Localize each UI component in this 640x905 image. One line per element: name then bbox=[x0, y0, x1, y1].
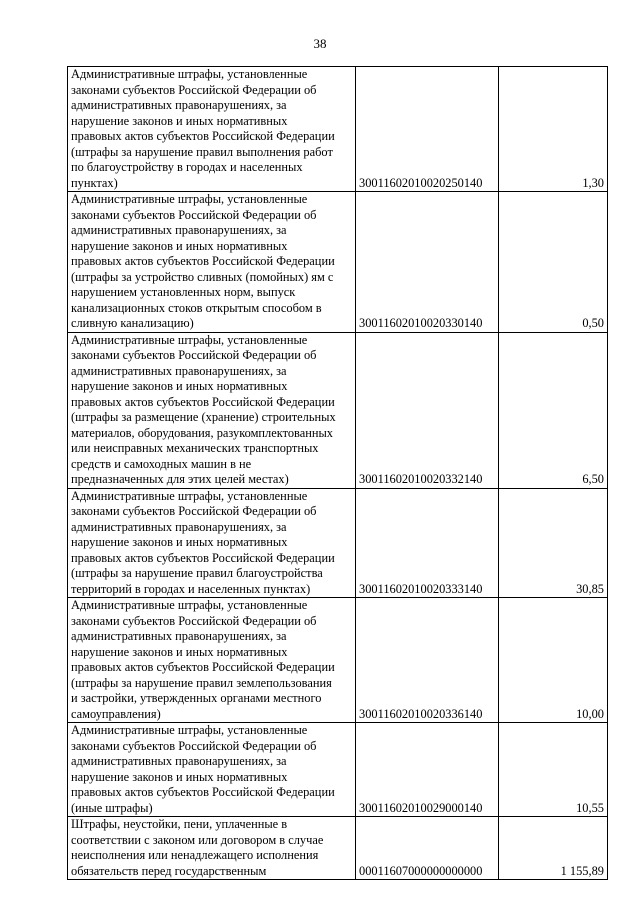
row-code-cell: 30011602010020336140 bbox=[356, 598, 499, 723]
table-row bbox=[68, 192, 608, 333]
table-row bbox=[68, 598, 608, 723]
row-amount-cell: 1 155,89 bbox=[499, 817, 608, 880]
row-name: Административные штрафы, установленные законами субъектов Российской Федерации об административных правонарушениях, за нарушение законов и иных нормативных правовых актов субъектов Российской Федерации (штрафы за нарушение правил благоустройства территорий в городах и населенных пунктах) bbox=[71, 488, 335, 596]
table-row bbox=[68, 332, 608, 488]
row-code-cell: 30011602010029000140 bbox=[356, 723, 499, 817]
row-amount-cell: 0,50 bbox=[499, 192, 608, 333]
row-code-cell: 30011602010020330140 bbox=[356, 192, 499, 333]
row-amount-cell: 30,85 bbox=[499, 488, 608, 598]
row-name-cell bbox=[68, 817, 356, 880]
row-code-cell: 30011602010020250140 bbox=[356, 67, 499, 192]
row-amount-cell: 1,30 bbox=[499, 67, 608, 192]
row-name: Административные штрафы, установленные законами субъектов Российской Федерации об административных правонарушениях, за нарушение законов и иных нормативных правовых актов субъектов Российской Федерации (штрафы за нарушение правил выполнения работ по благоустройству в городах и населенных пунктах) bbox=[71, 67, 335, 190]
row-name-cell bbox=[68, 192, 356, 333]
row-amount-cell: 6,50 bbox=[499, 332, 608, 488]
row-name-cell bbox=[68, 723, 356, 817]
row-name: Штрафы, неустойки, пени, уплаченные в соответствии с законом или договором в случае неисполнения или ненадлежащего исполнения обязательств перед государственным bbox=[71, 817, 324, 878]
row-name-cell bbox=[68, 67, 356, 192]
table-row bbox=[68, 817, 608, 880]
row-code-cell: 30011602010020332140 bbox=[356, 332, 499, 488]
row-amount-cell: 10,55 bbox=[499, 723, 608, 817]
row-name: Административные штрафы, установленные законами субъектов Российской Федерации об административных правонарушениях, за нарушение законов и иных нормативных правовых актов субъектов Российской Федерации (иные штрафы) bbox=[71, 723, 335, 815]
row-name-cell bbox=[68, 598, 356, 723]
row-code-cell: 00011607000000000000 bbox=[356, 817, 499, 880]
row-name: Административные штрафы, установленные законами субъектов Российской Федерации об административных правонарушениях, за нарушение законов и иных нормативных правовых актов субъектов Российской Федерации (штрафы за размещение (хранение) строительных материалов, оборудования, разукомплектованных или неисправных механических транспортных средств и самоходных машин в не предназначенных для этих целей местах) bbox=[71, 332, 336, 486]
table-row bbox=[68, 488, 608, 598]
table-row bbox=[68, 723, 608, 817]
row-name-cell bbox=[68, 332, 356, 488]
row-name: Административные штрафы, установленные законами субъектов Российской Федерации об административных правонарушениях, за нарушение законов и иных нормативных правовых актов субъектов Российской Федерации (штрафы за устройство сливных (помойных) ям с нарушением установленных норм, выпуск канализационных стоков открытым способом в сливную канализацию) bbox=[71, 192, 335, 330]
row-code-cell: 30011602010020333140 bbox=[356, 488, 499, 598]
revenue-table bbox=[67, 66, 608, 880]
row-amount-cell: 10,00 bbox=[499, 598, 608, 723]
page-number: 38 bbox=[313, 36, 327, 51]
table-row bbox=[68, 67, 608, 192]
row-name: Административные штрафы, установленные законами субъектов Российской Федерации об административных правонарушениях, за нарушение законов и иных нормативных правовых актов субъектов Российской Федерации (штрафы за нарушение правил землепользования и застройки, утвержденных органами местного самоуправления) bbox=[71, 598, 335, 721]
row-name-cell bbox=[68, 488, 356, 598]
